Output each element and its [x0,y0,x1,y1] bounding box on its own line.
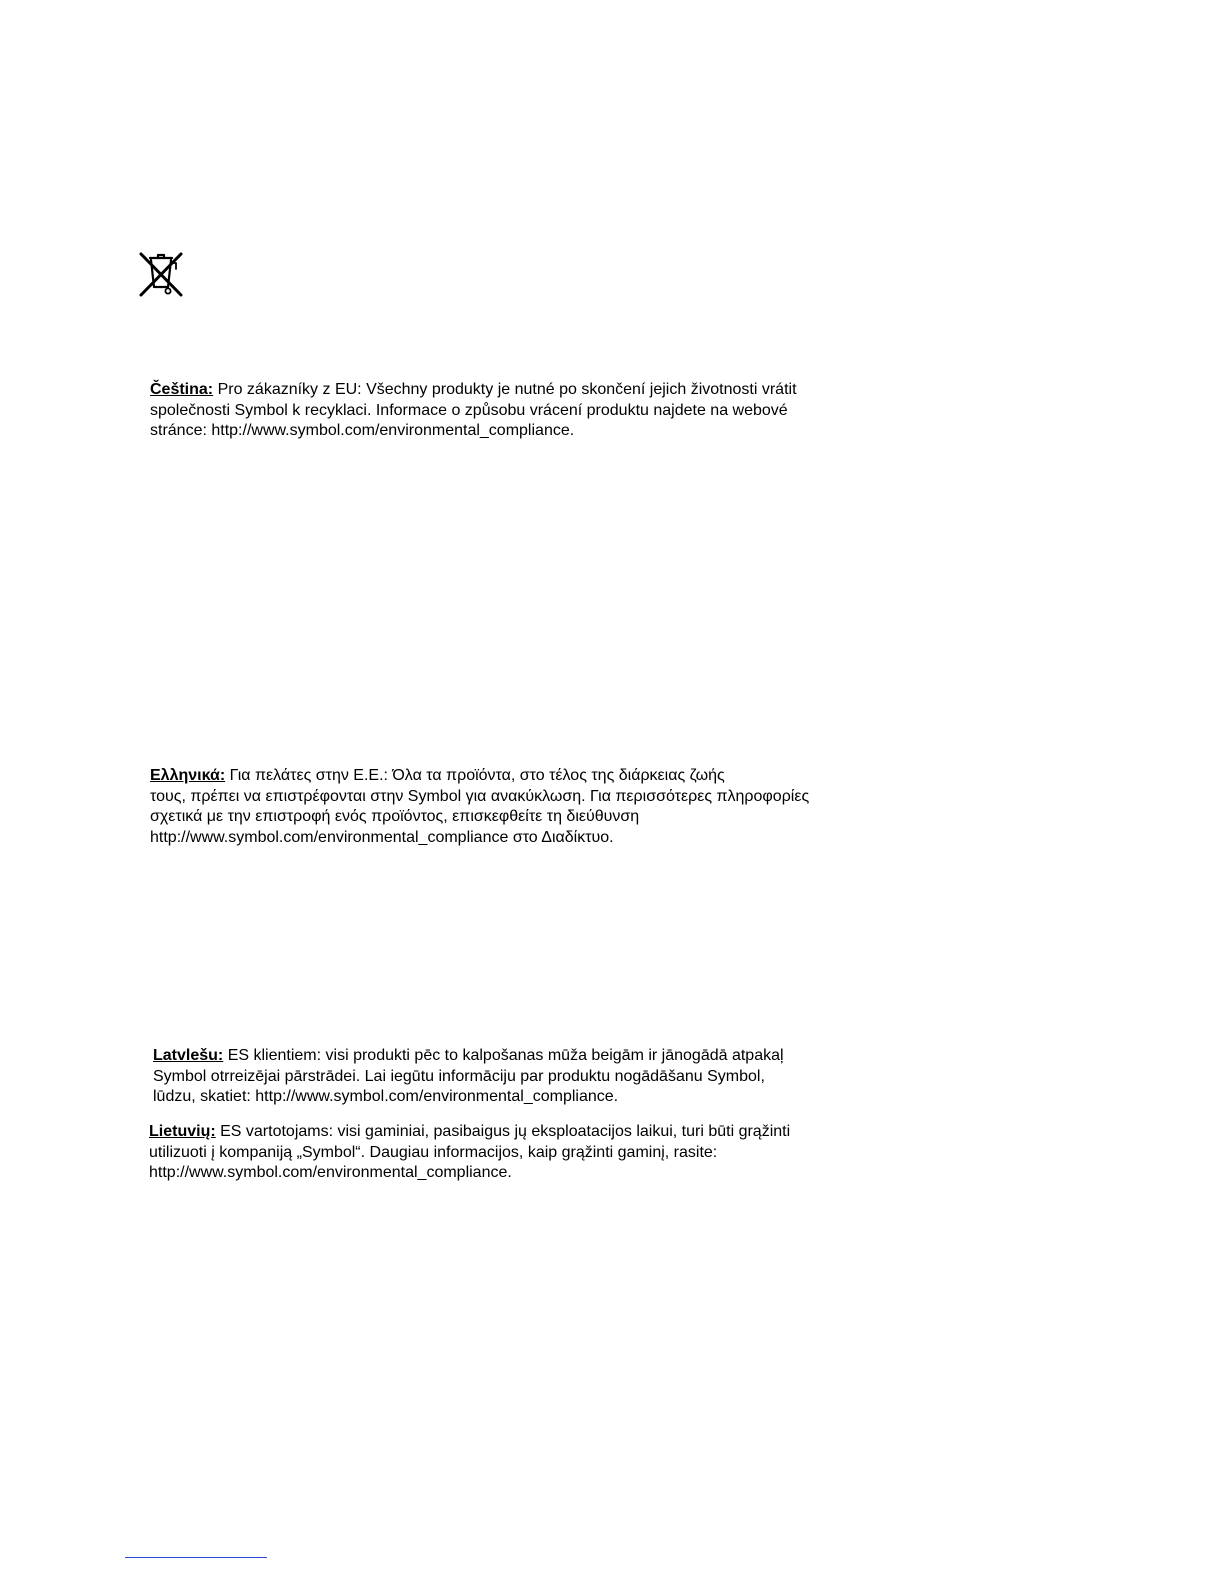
paragraph-latvian [153,1046,784,1108]
paragraph-line: ES vartotojams: visi gaminiai, pasibaigus jų eksploatacijos laikui, turi būti grąžinti [215,1123,791,1140]
footnote-rule [125,1557,267,1558]
paragraph-line: ES klientiem: visi produkti pēc to kalpošanas mūža beigām ir jānogādā atpakaļ [223,1047,784,1064]
paragraph-czech [150,380,797,442]
paragraph-line: Για πελάτες στην Ε.Ε.: Όλα τα προϊόντα, στο τέλος της διάρκειας ζωής [225,767,725,784]
paragraph-line: Pro zákazníky z EU: Všechny produkty je nutné po skončení jejich životnosti vrátit [213,381,797,398]
language-label: Čeština: [150,381,214,398]
paragraph-greek [150,766,809,848]
paragraph-line: τους, πρέπει να επιστρέφονται στην Symbol για ανακύκλωση. Για περισσότερες πληροφορίες [150,787,810,805]
paragraph-line: σχετικά με την επιστροφή ενός προϊόντος, επισκεφθείτε τη διεύθυνση [150,808,640,825]
crossed-out-wheelie-bin-icon [136,249,186,299]
language-label: Ελληνικά: [150,767,226,784]
paragraph-line: lūdzu, skatiet: http://www.symbol.com/environmental_compliance. [153,1088,619,1105]
paragraph-lithuanian [149,1122,790,1184]
paragraph-line: utilizuoti į kompaniją „Symbol“. Daugiau informacijos, kaip grąžinti gaminį, rasite: [149,1143,718,1161]
paragraph-line: http://www.symbol.com/environmental_compliance. [149,1164,512,1181]
language-label: Lietuvių: [149,1123,216,1140]
language-label: Latvlešu: [153,1047,224,1064]
paragraph-line: Symbol otrreizējai pārstrādei. Lai iegūtu informāciju par produktu nogādāšanu Symbol, [153,1067,765,1085]
paragraph-line: stránce: http://www.symbol.com/environmental_compliance. [150,422,575,439]
paragraph-line: http://www.symbol.com/environmental_compliance στο Διαδίκτυο. [150,828,614,846]
paragraph-line: společnosti Symbol k recyklaci. Informace o způsobu vrácení produktu najdete na webové [150,401,788,419]
